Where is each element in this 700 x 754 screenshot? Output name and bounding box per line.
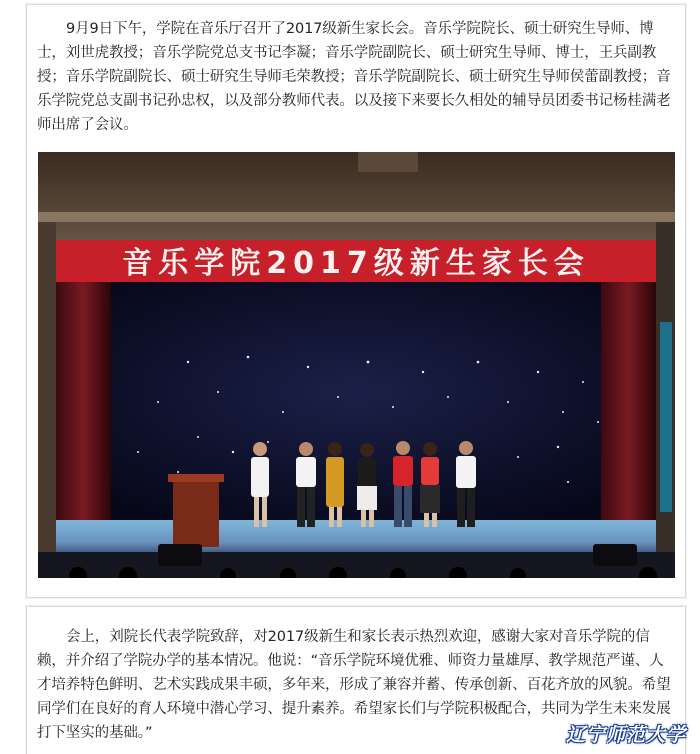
stage-banner-text: 音乐学院2017级新生家长会 — [122, 246, 590, 281]
stage-photo — [38, 152, 675, 578]
article-paragraph-speech: 会上，刘院长代表学院致辞，对2017级新生和家长表示热烈欢迎，感谢大家对音乐学院的信赖，并介绍了学院办学的基本情况。他说：“音乐学院环境优雅、师资力量雄厚、教学规范严谨、人才培养特色鲜明、艺术实践成果丰硕，多年来，形成了兼容并蓄、传承创新、百花齐放的风貌。希望同学们在良好的育人环境中潜心学习、提升素养。希望家长们与学院积极配合，共同为学生未来发展打下坚实的基础。” — [37, 629, 671, 741]
article-card-top — [26, 4, 686, 598]
watermark-logo: 辽宁师范大学 — [565, 724, 686, 746]
stage-photo-illustration — [38, 152, 675, 578]
article-paragraph-intro: 9月9日下午，学院在音乐厅召开了2017级新生家长会。音乐学院院长、硕士研究生导师、博士，刘世虎教授；音乐学院党总支书记李凝；音乐学院副院长、硕士研究生导师、博士，王兵副教授；音乐学院副院长、硕士研究生导师毛荣教授；音乐学院副院长、硕士研究生导师侯蕾副教授；音乐学院党总支副书记孙忠权，以及部分教师代表。以及接下来要长久相处的辅导员团委书记杨桂满老师出席了会议。 — [37, 21, 671, 133]
